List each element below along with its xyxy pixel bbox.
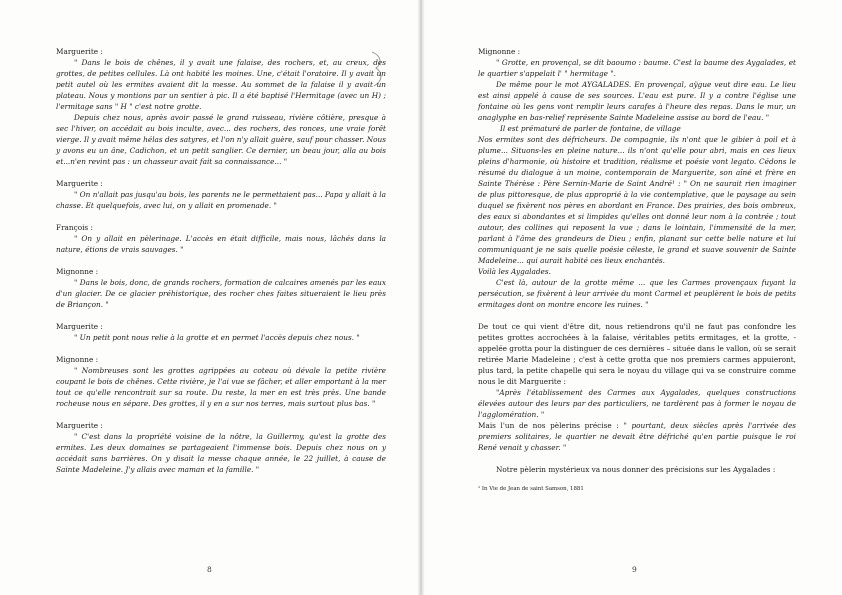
quote-paragraph: " On n'allait pas jusqu'au bois, les parents ne le permettaient pas... Papa y allait à la chasse. Et quelquefois, avec lui, on y allait en promenade. " [56,190,386,210]
dialogue-block [56,354,386,409]
book-gutter [417,0,425,595]
dialogue-block [56,321,386,343]
speaker-name: Mignonne : [56,267,99,276]
dialogue-block [56,266,386,310]
quote-paragraph: " On y allait en pèlerinage. L'accès en était difficile, mais nous, lâchés dans la nature, étions de vrais sauvages. " [56,234,386,254]
quote-paragraph: " Grotte, en provençal, se dit baoumo : baume. C'est la baume des Aygalades, et le quartier s'appelait l' " hermitage ". [478,58,796,78]
quote-paragraph: De même pour le mot AYGALADES. En provençal, aÿgue veut dire eau. Le lieu est ainsi appelé à cause de ses sources. L'eau est pure. Il y a contre l'église une fontaine où les gens vont remplir leurs carafes à l'heure des repas. Dans le mur, un anaglyphe en bas-relief représente Sainte Madeleine assise au bord de l'eau. " [478,80,796,122]
right-page [478,46,796,493]
speaker-name: Marguerite : [56,421,103,430]
quote-paragraph: "Après l'établissement des Carmes aux Aygalades, quelques constructions élevées autour des leurs par des particuliers, ne tardèrent pas à former le noyau de l'agglomération. " [478,388,796,419]
quote-paragraph: " C'est dans la propriété voisine de la nôtre, la Guillermy, qu'est la grotte des ermites. Les deux domaines se partageaient l'immense bois. Depuis chez nous on y accédait sans barrières. On y disait la messe chaque année, le 22 juillet, à cause de Sainte Madeleine. J'y allais avec maman et la famille. " [56,432,386,474]
speaker-name: Marguerite : [56,322,103,331]
page-number-right: 9 [632,565,637,574]
quote-paragraph: Nos ermites sont des défricheurs. De compagnie, ils n'ont que le gibier à poil et à plume... Situons-les en pleine nature... ils n'ont qu'elle pour abri, mais en ces lieux pleins d'harmonie, où histoire et tradition, réalisme et poésie vont legato. Cédons le résumé du dialogue à un moine, contemporain de Marguerite, son aîné et frère en Sainte Thérèse : Père Sernin-Marie de Saint André¹ : " On ne saurait rien imaginer de plus pittoresque, de plus approprié à la vie contemplative, que le paysage au sein duquel se fixèrent nos pères en abordant en France. Des prairies, des bois ombreux, des eaux si abondantes et si limpides qu'elles ont donné leur nom à la contrée ; tout autour, des collines qui reposent la vue ; dans le lointain, l'immensité de la mer, parlant à l'âme des grandeurs de Dieu ; enfin, planant sur cette belle nature et lui communiquant je ne sais quelle poésie céleste, le grand et suave souvenir de Sainte Madeleine... qui aurait habité ces lieux enchantés. [478,135,796,265]
quote-paragraph: Voilà les Aygalades. [478,267,551,276]
body-text: Mais l'un de nos pèlerins précise : [478,421,624,430]
footnote: ¹ In Vie de Jean de saint Samson, 1881 [478,486,584,492]
dialogue-block [56,222,386,255]
speaker-name: Mignonne : [56,355,99,364]
quote-paragraph: Il est prématuré de parler de fontaine, de village [500,124,681,133]
dialogue-block [56,178,386,211]
page-number-left: 8 [207,565,212,574]
quote-text: " pourtant, deux siècles après l'arrivée des premiers solitaires, le quartier ne devait être défriché qu'en partie puisque le roi René venait y chasser. " [478,421,797,452]
quote-paragraph: " Nombreuses sont les grottes agrippées au coteau où dévale la petite rivière coupant le bois de chênes. Cette rivière, je l'ai vue se fâcher, et aller emportant à la mer tout ce qu'elle rencontrait sur sa route. Du reste, la mer en est très près. Une bande rocheuse nous en sépare. Des grottes, il y en a sur nos terres, mais surtout plus bas. " [56,366,386,408]
dialogue-block [56,46,386,167]
quote-paragraph: " Un petit pont nous relie à la grotte et en permet l'accès depuis chez nous. " [74,333,360,342]
dialogue-block [56,420,386,475]
speaker-name: Marguerite : [56,179,103,188]
left-page [56,46,386,486]
quote-paragraph: C'est là, autour de la grotte même ... que les Carmes provençaux fuyant la persécution, se fixèrent à leur arrivée du mont Carmel et peuplèrent le bois de petits ermitages dont on montre encore les ruines. " [478,278,796,309]
quote-paragraph: Depuis chez nous, après avoir passé le grand ruisseau, rivière côtière, presque à sec l'hiver, on accédait au bois inculte, avec... des rochers, des ronces, une vraie forêt vierge. Il y avait même hélas des satyres, et l'on n'y allait guère, sauf pour chasser. Nous y avons eu un âne, Cadichon, et un petit sanglier. Ce dernier, un beau jour, alla au bois et...n'en revint pas : un chasseur avait fait sa connaissance... " [56,113,386,166]
quote-paragraph: " Dans le bois, donc, de grands rochers, formation de calcaires amenés par les eaux d'un glacier. De ce glacier préhistorique, des rocher ches faites situeraient le lieu près de Briançon. " [56,278,386,309]
body-paragraph [478,420,796,453]
speaker-name: Mignonne : [478,47,521,56]
speaker-name: François : [56,223,93,232]
speaker-name: Marguerite : [56,47,103,56]
body-paragraph: De tout ce qui vient d'être dit, nous retiendrons qu'il ne faut pas confondre les petites grottes accrochées à la falaise, véritables petits ermitages, et la grotte, -appelée grotta pour la distinguer de ces dernières – située dans le vallon, où se serait retirée Marie Madeleine ; c'est à cette grotta que nos premiers carmes appuieront, plus tard, la petite chapelle qui sera le noyau du village qui va se construire comme nous le dit Marguerite : [478,322,796,386]
quote-paragraph: " Dans le bois de chênes, il y avait une falaise, des rochers, et, au creux, des grottes, de petites cellules. Là ont habité les moines. Une, c'était l'oratoire. Il y avait un petit autel où les ermites avaient dit la messe. Au sommet de la falaise il y avait un plateau. Nous y montions par un sentier à pic. Il a été baptisé l'Hermitage (avec un H) ; l'ermitage sans " H " c'est notre grotte. [56,58,386,111]
body-paragraph: Notre pèlerin mystérieux va nous donner des précisions sur les Aygalades : [496,465,776,474]
